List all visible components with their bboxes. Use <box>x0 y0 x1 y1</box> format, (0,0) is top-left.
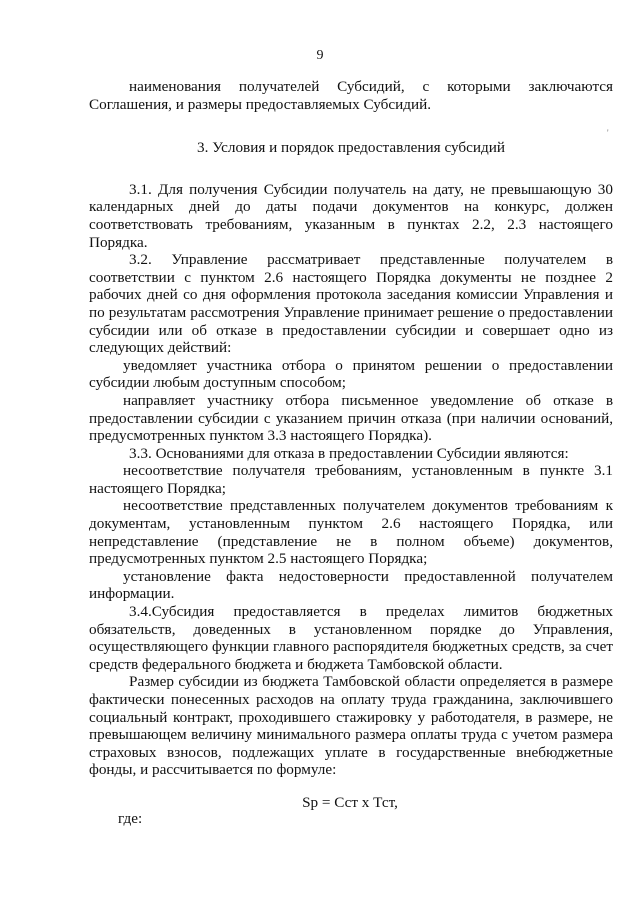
refusal-reason-3: установление факта недостоверности предоставленной получателем информации. <box>89 567 613 603</box>
action-refuse: направляет участнику отбора письменное уведомление об отказе в предоставлении субсидии с указанием причин отказа (при наличии оснований, предусмотренных пунктом 3.3 настоящего Порядка). <box>89 391 613 445</box>
formula: Sр = Сст х Тст, <box>302 794 398 811</box>
paragraph-3-2: 3.2. Управление рассматривает представленные получателем в соответствии с пунктом 2.6 настоящего Порядка документы не позднее 2 рабочих дней со дня оформления протокола заседания комиссии Управления и по результатам рассмотрения Управление принимает решение о предоставлении субсидии или об отказе в предоставлении субсидии и совершает одно из следующих действий: <box>89 251 613 357</box>
refusal-reason-2: несоответствие представленных получателем документов требованиям к документам, установленным пунктом 2.6 настоящего Порядка, или непредставление (представление не в полном объеме) документов, предусмотренных пунктом 2.5 настоящего Порядка; <box>89 497 613 568</box>
page-number: 9 <box>316 48 324 63</box>
action-notify: уведомляет участника отбора о принятом решении о предоставлении субсидии любым доступным способом; <box>89 356 613 392</box>
section-heading: 3. Условия и порядок предоставления субсидий <box>197 139 505 157</box>
document-body <box>89 78 613 779</box>
margin-mark: ' <box>607 128 609 138</box>
refusal-reason-1: несоответствие получателя требованиям, установленным в пункте 3.1 настоящего Порядка; <box>89 462 613 497</box>
paragraph-subsidy-size: Размер субсидии из бюджета Тамбовской области определяется в размере фактически понесенных расходов на оплату труда гражданина, заключившего социальный контракт, проходившего стажировку у работодателя, в размере, не превышающем величину минимального размера оплаты труда с учетом размера страховых взносов, подлежащих уплате в государственные внебюджетные фонды, и рассчитывается по формуле: <box>89 673 613 779</box>
paragraph-3-4: 3.4.Субсидия предоставляется в пределах лимитов бюджетных обязательств, доведенных в установленном порядке до Управления, осуществляющего функции главного распорядителя бюджетных средств, за счет средств федерального бюджета и бюджета Тамбовской области. <box>89 603 613 673</box>
where-label: где: <box>118 810 143 827</box>
paragraph-continuation: наименования получателей Субсидий, с которыми заключаются Соглашения, и размеры предоставляемых Субсидий. <box>89 78 613 113</box>
paragraph-3-1: 3.1. Для получения Субсидии получатель на дату, не превышающую 30 календарных дней до даты подачи документов на конкурс, должен соответствовать требованиям, указанным в пунктах 2.2, 2.3 настоящего Порядка. <box>89 180 613 251</box>
paragraph-3-3: 3.3. Основаниями для отказа в предоставлении Субсидии являются: <box>129 444 569 462</box>
